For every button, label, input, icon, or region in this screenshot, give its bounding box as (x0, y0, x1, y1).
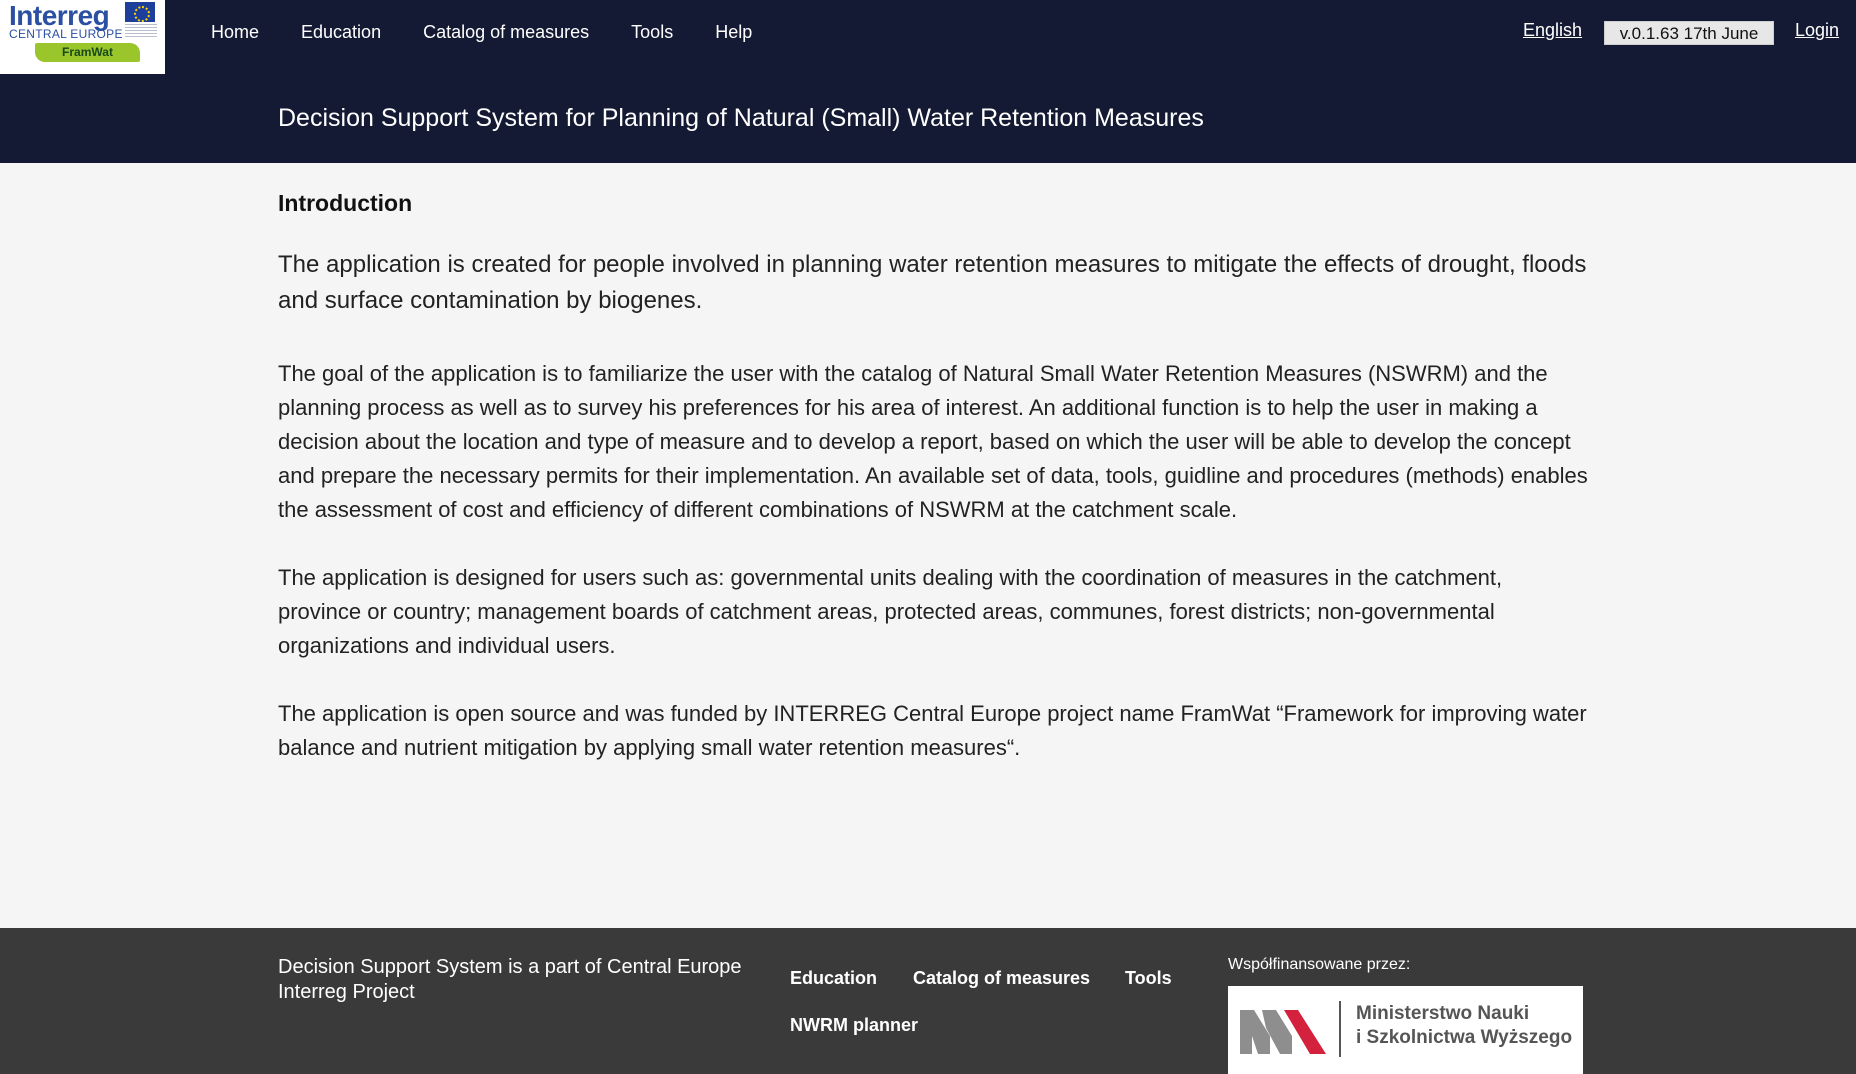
ministry-name (1356, 1002, 1572, 1050)
ministry-mark-icon (1240, 1006, 1326, 1054)
framwat-badge: FramWat (35, 43, 140, 62)
ministry-name-line1: Ministerstwo Nauki (1356, 1003, 1530, 1024)
footer (0, 928, 1856, 1074)
ministry-name-line2: i Szkolnictwa Wyższego (1356, 1027, 1573, 1048)
logo-subtitle: CENTRAL EUROPE (9, 27, 123, 41)
goal-paragraph: The goal of the application is to familiarize the user with the catalog of Natural Small Water Retention Measures (NSWRM) and the planning process as well as to survey his preferences for his area of interest. An additional function is to help the user in making a decision about the location and type of measure and to develop a report, based on which the user will be able to develop the concept and prepare the necessary permits for their implementation. An available set of data, tools, guidline and procedures (methods) enables the assessment of cost and efficiency of different combinations of NSWRM at the catchment scale. (278, 361, 1588, 522)
ministry-logo[interactable] (1228, 986, 1583, 1074)
footer-about: Decision Support System is a part of Central Europe Interreg Project (278, 956, 742, 1003)
intro-heading: Introduction (278, 190, 413, 216)
nav-education[interactable]: Education (301, 22, 382, 42)
intro-paragraph: The application is created for people involved in planning water retention measures to mitigate the effects of drought, floods and surface contamination by biogenes. (278, 251, 1587, 314)
login-link[interactable]: Login (1795, 20, 1840, 40)
nav-tools[interactable]: Tools (631, 22, 674, 42)
users-paragraph: The application is designed for users such as: governmental units dealing with the coordination of measures in the catchment, province or country; management boards of catchment areas, protected areas, communes, forest districts; non-governmental organizations and individual users. (278, 565, 1503, 658)
footer-link-tools[interactable]: Tools (1125, 968, 1172, 988)
footer-link-education[interactable]: Education (790, 968, 878, 988)
eu-flag-icon (125, 2, 155, 22)
logo-brand: Interreg (9, 0, 110, 31)
version-badge: v.0.1.63 17th June (1604, 21, 1774, 45)
footer-link-catalog-of-measures[interactable]: Catalog of measures (913, 968, 1091, 988)
nav-help[interactable]: Help (715, 22, 753, 42)
language-selector[interactable]: English (1523, 20, 1583, 40)
footer-link-nwrm-planner[interactable]: NWRM planner (790, 1015, 918, 1035)
sponsor-divider (1339, 1001, 1341, 1057)
interreg-framwat-logo[interactable] (0, 0, 165, 74)
eu-caption-icon (125, 24, 157, 38)
nav-home[interactable]: Home (211, 22, 260, 42)
main-nav (211, 0, 794, 65)
intro-section (278, 190, 1588, 799)
cofinanced-label: Współfinansowane przez: (1228, 956, 1411, 973)
page-title: Decision Support System for Planning of Natural (Small) Water Retention Measures (278, 104, 1204, 132)
top-navbar (0, 0, 1856, 74)
page-header (0, 74, 1856, 163)
funding-paragraph: The application is open source and was funded by INTERREG Central Europe project name FramWat “Framework for improving water balance and nutrient mitigation by applying small water retention measures“. (278, 701, 1587, 760)
nav-catalog-of-measures[interactable]: Catalog of measures (423, 22, 590, 42)
